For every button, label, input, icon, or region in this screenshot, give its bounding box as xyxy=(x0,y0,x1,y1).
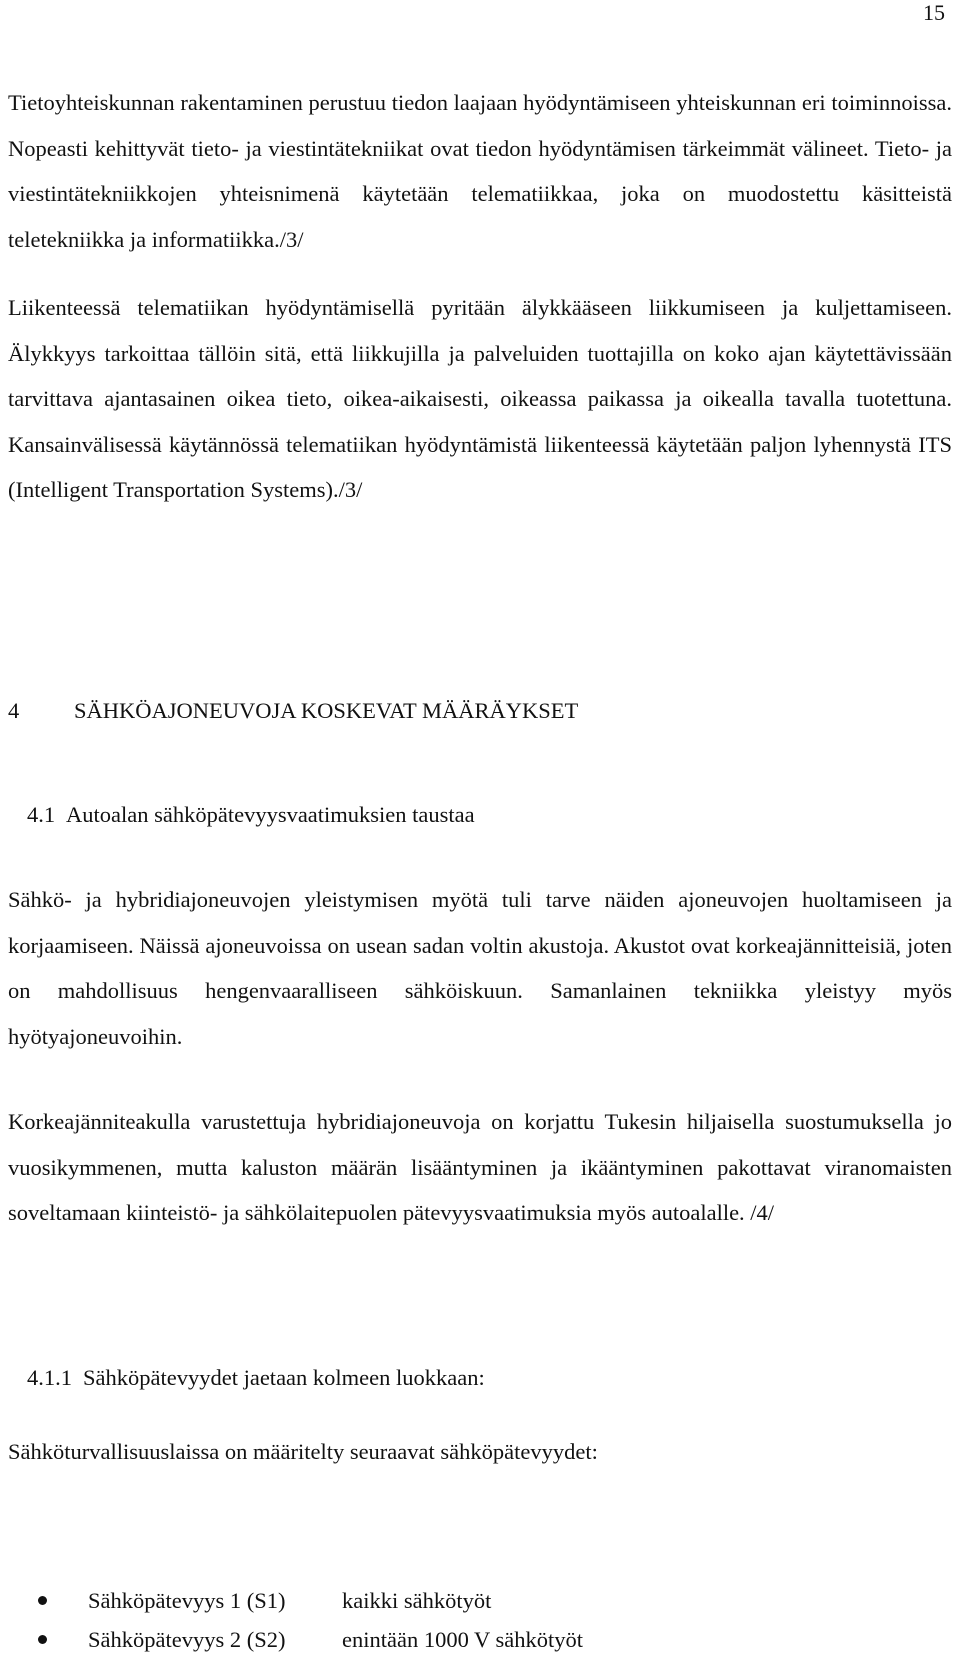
qualification-name: Sähköpätevyys 1 (S1) xyxy=(88,1588,286,1613)
subsection-title: Autoalan sähköpätevyysvaatimuksien taustaa xyxy=(66,802,475,827)
qualification-name: Sähköpätevyys 2 (S2) xyxy=(88,1627,286,1652)
bullet-icon xyxy=(38,1596,47,1605)
subsection-number: 4.1 xyxy=(27,802,56,827)
section-title: SÄHKÖAJONEUVOJA KOSKEVAT MÄÄRÄYKSET xyxy=(74,698,579,723)
page-number: 15 xyxy=(923,0,945,25)
section-number: 4 xyxy=(8,698,20,723)
subsubsection-heading-4-1-1 xyxy=(27,1363,485,1393)
paragraph-high-voltage: Korkeajänniteakulla varustettuja hybridiajoneuvoja on korjattu Tukesin hiljaisella suostumuksella jo vuosikymmenen, mutta kaluston määrän lisääntyminen ja ikääntyminen pakottavat viranomaisten soveltamaan kiinteistö- ja sähkölaitepuolen pätevyysvaatimuksia myös autoalalle. /4/ xyxy=(8,1109,952,1226)
subsubsection-number: 4.1.1 xyxy=(27,1365,72,1390)
paragraph-safety-law: Sähköturvallisuuslaissa on määritelty seuraavat sähköpätevyydet: xyxy=(8,1439,598,1464)
section-heading-4 xyxy=(8,696,578,726)
bullet-icon xyxy=(38,1635,47,1644)
paragraph-traffic-telematics: Liikenteessä telematiikan hyödyntämisellä pyritään älykkääseen liikkumiseen ja kuljettamiseen. Älykkyys tarkoittaa tällöin sitä, että liikkujilla ja palveluiden tuottajilla on koko ajan käytettävissään tarvittava ajantasainen oikea tieto, oikea-aikaisesti, oikeassa paikassa ja oikealla tavalla tuotettuna. Kansainvälisessä käytännössä telematiikan hyödyntämistä liikenteessä käytetään paljon lyhennystä ITS (Intelligent Transportation Systems)./3/ xyxy=(8,295,952,503)
subsection-heading-4-1 xyxy=(27,800,475,830)
paragraph-hybrid-vehicles: Sähkö- ja hybridiajoneuvojen yleistymisen myötä tuli tarve näiden ajoneuvojen huoltamiseen ja korjaamiseen. Näissä ajoneuvoissa on usean sadan voltin akustoja. Akustot ovat korkeajännitteisiä, joten on mahdollisuus hengenvaaralliseen sähköiskuun. Samanlainen tekniikka yleistyy myös hyötyajoneuvoihin. xyxy=(8,887,952,1049)
qualification-description: kaikki sähkötyöt xyxy=(342,1588,492,1613)
subsubsection-title: Sähköpätevyydet jaetaan kolmeen luokkaan: xyxy=(83,1365,485,1390)
qualification-description: enintään 1000 V sähkötyöt xyxy=(342,1627,584,1652)
paragraph-information-society: Tietoyhteiskunnan rakentaminen perustuu tiedon laajaan hyödyntämiseen yhteiskunnan eri toiminnoissa. Nopeasti kehittyvät tieto- ja viestintätekniikat ovat tiedon hyödyntämisen tärkeimmät välineet. Tieto- ja viestintätekniikkojen yhteisnimenä käytetään telematiikkaa, joka on muodostettu käsitteistä teletekniikka ja informatiikka./3/ xyxy=(8,90,952,252)
